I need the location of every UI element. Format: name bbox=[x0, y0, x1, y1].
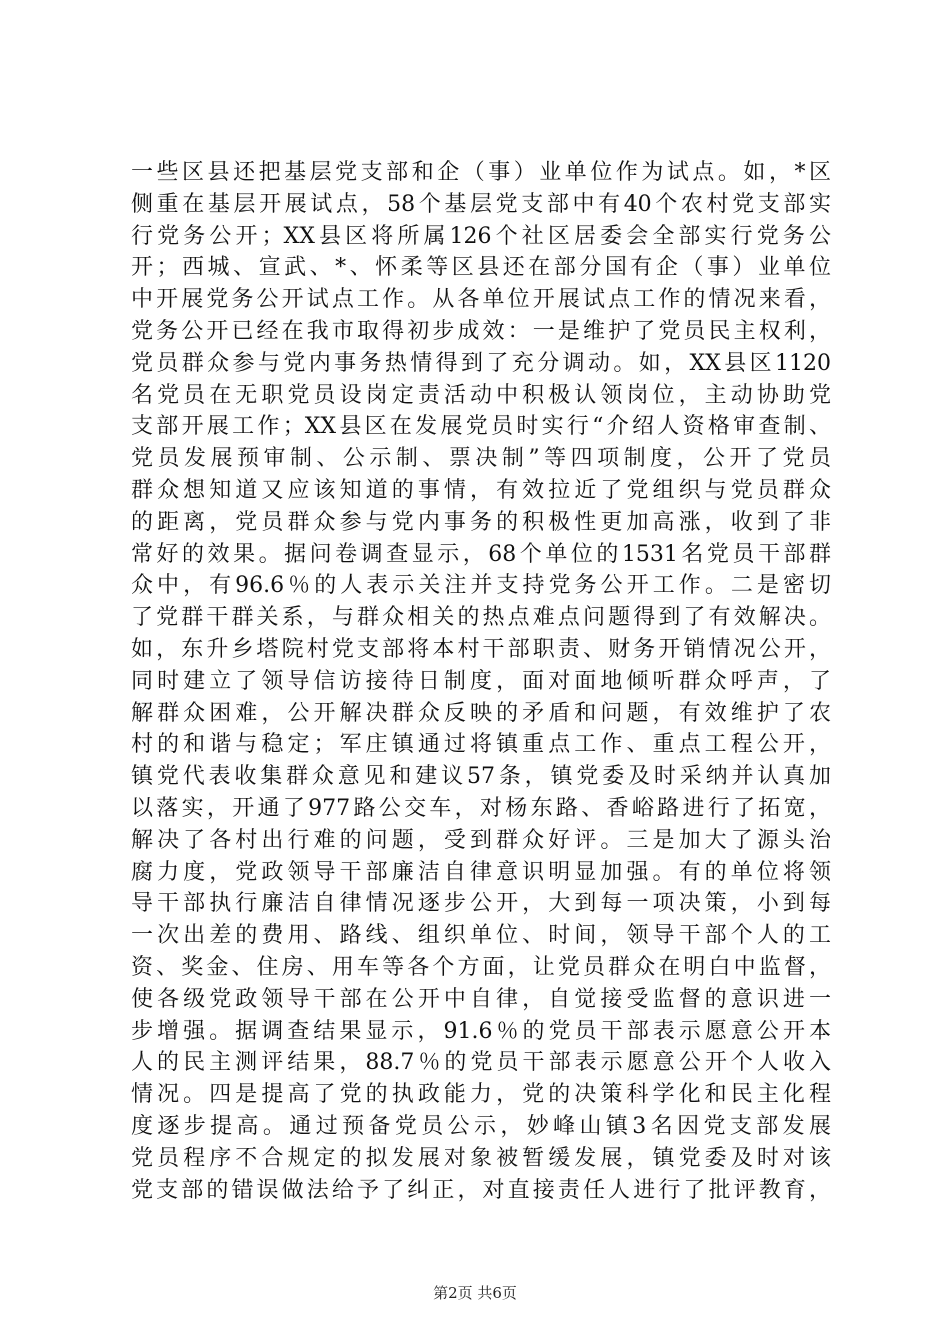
text-line: 了党群干群关系，与群众相关的热点难点问题得到了有效解决。 bbox=[131, 605, 831, 631]
text-line: 情况。四是提高了党的执政能力，党的决策科学化和民主化程 bbox=[131, 1082, 831, 1108]
page-number: 第2页 共6页 bbox=[433, 1284, 517, 1302]
text-line: 度逐步提高。通过预备党员公示，妙峰山镇3名因党支部发展 bbox=[131, 1113, 831, 1139]
body-paragraph bbox=[131, 157, 831, 1206]
text-line: 党务公开已经在我市取得初步成效：一是维护了党员民主权利， bbox=[131, 318, 831, 344]
text-line: 的距离，党员群众参与党内事务的积极性更加高涨，收到了非 bbox=[131, 509, 831, 535]
text-line: 中开展党务公开试点工作。从各单位开展试点工作的情况来看， bbox=[131, 287, 831, 313]
text-line: 侧重在基层开展试点，58个基层党支部中有40个农村党支部实 bbox=[131, 191, 831, 217]
text-line: 一些区县还把基层党支部和企（事）业单位作为试点。如，*区 bbox=[131, 160, 831, 185]
text-line: 村的和谐与稳定；军庄镇通过将镇重点工作、重点工程公开， bbox=[131, 732, 831, 758]
text-line: 名党员在无职党员设岗定责活动中积极认领岗位，主动协助党 bbox=[131, 382, 831, 408]
text-line: 开；西城、宣武、*、怀柔等区县还在部分国有企（事）业单位 bbox=[131, 255, 831, 281]
text-line: 党员发展预审制、公示制、票决制”等四项制度，公开了党员 bbox=[131, 446, 831, 472]
text-line: 解群众困难，公开解决群众反映的矛盾和问题，有效维护了农 bbox=[131, 700, 831, 726]
page-footer bbox=[0, 1283, 950, 1303]
text-line: 人的民主测评结果，88.7％的党员干部表示愿意公开个人收入 bbox=[131, 1050, 831, 1076]
text-line: 镇党代表收集群众意见和建议57条，镇党委及时采纳并认真加 bbox=[131, 764, 831, 790]
text-line: 资、奖金、住房、用车等各个方面，让党员群众在明白中监督， bbox=[131, 954, 831, 980]
text-line: 一次出差的费用、路线、组织单位、时间，领导干部个人的工 bbox=[131, 923, 831, 949]
text-line: 解决了各村出行难的问题，受到群众好评。三是加大了源头治 bbox=[131, 827, 831, 853]
text-line: 导干部执行廉洁自律情况逐步公开，大到每一项决策，小到每 bbox=[131, 891, 831, 917]
text-line: 群众想知道又应该知道的事情，有效拉近了党组织与党员群众 bbox=[131, 477, 831, 503]
text-line: 党员程序不合规定的拟发展对象被暂缓发展，镇党委及时对该 bbox=[131, 1145, 831, 1171]
text-line: 党员群众参与党内事务热情得到了充分调动。如，XX县区1120 bbox=[131, 350, 831, 376]
text-line: 行党务公开；XX县区将所属126个社区居委会全部实行党务公 bbox=[131, 223, 831, 249]
text-line: 以落实，开通了977路公交车，对杨东路、香峪路进行了拓宽， bbox=[131, 795, 831, 821]
text-line: 常好的效果。据问卷调查显示，68个单位的1531名党员干部群 bbox=[131, 541, 831, 567]
text-line: 同时建立了领导信访接待日制度，面对面地倾听群众呼声，了 bbox=[131, 668, 831, 694]
text-line: 腐力度，党政领导干部廉洁自律意识明显加强。有的单位将领 bbox=[131, 859, 831, 885]
text-line: 使各级党政领导干部在公开中自律，自觉接受监督的意识进一 bbox=[131, 986, 831, 1012]
text-line: 支部开展工作；XX县区在发展党员时实行“介绍人资格审查制、 bbox=[131, 414, 831, 440]
text-line: 如，东升乡塔院村党支部将本村干部职责、财务开销情况公开， bbox=[131, 636, 831, 662]
text-line: 步增强。据调查结果显示，91.6％的党员干部表示愿意公开本 bbox=[131, 1018, 831, 1044]
text-line: 党支部的错误做法给予了纠正，对直接责任人进行了批评教育， bbox=[131, 1177, 831, 1203]
text-line: 众中，有96.6％的人表示关注并支持党务公开工作。二是密切 bbox=[131, 573, 831, 599]
